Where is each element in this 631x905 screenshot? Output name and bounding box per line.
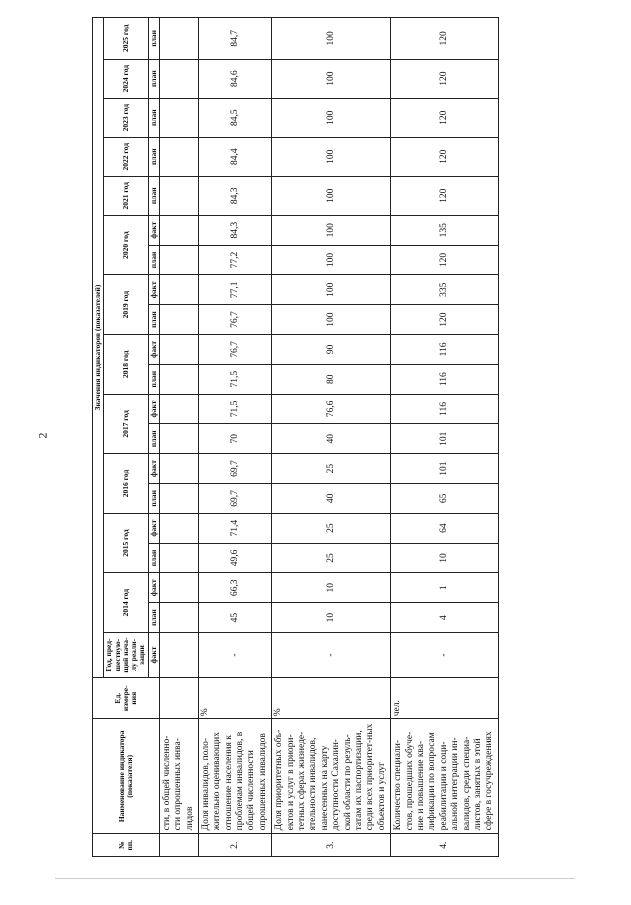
- year-2015: 2015 год: [104, 513, 148, 573]
- value-cell: 69,7: [198, 454, 271, 484]
- value-cell: [159, 305, 198, 335]
- value-cell: 101: [391, 424, 499, 454]
- subheader-fact: факт: [148, 394, 159, 424]
- value-cell: 100: [272, 305, 391, 335]
- year-2025: 2025 год: [104, 18, 148, 60]
- value-cell: [159, 245, 198, 275]
- value-cell: 120: [391, 176, 499, 215]
- value-cell: 84,3: [198, 215, 271, 245]
- value-cell: 77,2: [198, 245, 271, 275]
- value-cell: 76,6: [272, 394, 391, 424]
- value-cell: [159, 334, 198, 364]
- values-title: Значения индикаторов (показателей): [93, 18, 104, 678]
- value-cell: 135: [391, 215, 499, 245]
- value-cell: 66,3: [198, 573, 271, 603]
- value-cell: [159, 603, 198, 633]
- value-cell: 120: [391, 98, 499, 137]
- value-cell: 100: [272, 98, 391, 137]
- unit-cell: чел.: [391, 678, 499, 719]
- value-cell: 25: [272, 454, 391, 484]
- value-cell: [159, 454, 198, 484]
- value-cell: 84,6: [198, 59, 271, 98]
- table-body: [159, 18, 498, 857]
- value-cell: 120: [391, 137, 499, 176]
- col-no-header: № пп.: [93, 834, 160, 857]
- value-cell: 120: [391, 59, 499, 98]
- value-cell: 10: [391, 543, 499, 573]
- indicator-name: Доля инвалидов, поло-жительно оценивающих отношение населения к проблемам инвалидов, в общей численности опрошенных инвалидов: [198, 719, 271, 834]
- value-cell: 84,5: [198, 98, 271, 137]
- value-cell: [159, 98, 198, 137]
- prev-year-cell: -: [198, 632, 271, 677]
- value-cell: [159, 394, 198, 424]
- prev-year-cell: [159, 632, 198, 677]
- col-unit-header: Ед. измере-ния: [93, 678, 160, 719]
- subheader-fact: факт: [148, 275, 159, 305]
- value-cell: [159, 215, 198, 245]
- row-number: 2.: [198, 834, 271, 857]
- indicator-name: Доля приоритетных объ-ектов и услуг в приори-тетных сферах жизнеде-ятельности инвалидов, нанесенных на карту доступности Сахалин-ской области по резуль-татам их паспортизации, среди всех приоритет-ных объектов и услуг: [272, 719, 391, 834]
- value-cell: [159, 59, 198, 98]
- subheader-plan: план: [148, 245, 159, 275]
- value-cell: 101: [391, 454, 499, 484]
- indicators-table: [92, 17, 499, 857]
- table-row: [272, 18, 391, 857]
- value-cell: 116: [391, 364, 499, 394]
- indicator-name: сти, в общей численно-сти опрошенных инва-лидов: [159, 719, 198, 834]
- value-cell: 84,4: [198, 137, 271, 176]
- year-2014: 2014 год: [104, 573, 148, 633]
- value-cell: 77,1: [198, 275, 271, 305]
- rotated-table-wrapper: [92, 17, 612, 857]
- value-cell: 1: [391, 573, 499, 603]
- value-cell: 76,7: [198, 334, 271, 364]
- indicator-name: Количество специали-стов, прошедших обуче-ние и повышение ква-лификации по вопросам реабилитации и соци-альной интеграции ин-валидов, среди специа-листов, занятых в этой сфере в госучреждениях: [391, 719, 499, 834]
- year-2017: 2017 год: [104, 394, 148, 454]
- value-cell: 100: [272, 215, 391, 245]
- bottom-rule: [55, 878, 575, 879]
- value-cell: 100: [272, 245, 391, 275]
- subheader-plan: план: [148, 364, 159, 394]
- table-row: [391, 18, 499, 857]
- value-cell: 45: [198, 603, 271, 633]
- subheader-fact: факт: [148, 215, 159, 245]
- value-cell: [159, 424, 198, 454]
- value-cell: 40: [272, 424, 391, 454]
- subheader-fact: факт: [148, 334, 159, 364]
- subheader-plan: план: [148, 59, 159, 98]
- value-cell: 116: [391, 334, 499, 364]
- row-number: 3.: [272, 834, 391, 857]
- unit-cell: %: [198, 678, 271, 719]
- value-cell: 71,4: [198, 513, 271, 543]
- subheader-plan: план: [148, 176, 159, 215]
- value-cell: [159, 18, 198, 60]
- value-cell: 80: [272, 364, 391, 394]
- value-cell: 90: [272, 334, 391, 364]
- value-cell: [159, 176, 198, 215]
- value-cell: 100: [272, 176, 391, 215]
- value-cell: 76,7: [198, 305, 271, 335]
- value-cell: [159, 483, 198, 513]
- year-2024: 2024 год: [104, 59, 148, 98]
- subheader-plan: план: [148, 483, 159, 513]
- value-cell: 100: [272, 18, 391, 60]
- value-cell: 70: [198, 424, 271, 454]
- year-2018: 2018 год: [104, 334, 148, 394]
- value-cell: 84,3: [198, 176, 271, 215]
- subheader-plan: план: [148, 543, 159, 573]
- value-cell: [159, 275, 198, 305]
- value-cell: 120: [391, 18, 499, 60]
- year-2022: 2022 год: [104, 137, 148, 176]
- value-cell: 40: [272, 483, 391, 513]
- value-cell: 69,7: [198, 483, 271, 513]
- prev-year-header: Год, пред-шествую-щий начa-лу реали-зации: [104, 632, 148, 677]
- value-cell: 10: [272, 603, 391, 633]
- table-row: [198, 18, 271, 857]
- value-cell: [159, 543, 198, 573]
- subheader-plan: план: [148, 137, 159, 176]
- year-2021: 2021 год: [104, 176, 148, 215]
- value-cell: 65: [391, 483, 499, 513]
- subheader-plan: план: [148, 18, 159, 60]
- row-number: 4.: [391, 834, 499, 857]
- year-2016: 2016 год: [104, 454, 148, 514]
- value-cell: 64: [391, 513, 499, 543]
- unit-cell: [159, 678, 198, 719]
- value-cell: 71,5: [198, 394, 271, 424]
- value-cell: [159, 137, 198, 176]
- subheader-plan: план: [148, 424, 159, 454]
- year-2020: 2020 год: [104, 215, 148, 275]
- page-number: 2: [35, 432, 50, 439]
- value-cell: 100: [272, 59, 391, 98]
- value-cell: [159, 364, 198, 394]
- value-cell: 25: [272, 513, 391, 543]
- value-cell: 49,6: [198, 543, 271, 573]
- table-row: [159, 18, 198, 857]
- subheader-fact: факт: [148, 454, 159, 484]
- subheader-fact: факт: [148, 513, 159, 543]
- subheader-plan: план: [148, 603, 159, 633]
- value-cell: 116: [391, 394, 499, 424]
- unit-cell: %: [272, 678, 391, 719]
- value-cell: 120: [391, 305, 499, 335]
- subheader-fact: факт: [148, 573, 159, 603]
- value-cell: [159, 573, 198, 603]
- value-cell: 100: [272, 275, 391, 305]
- value-cell: 25: [272, 543, 391, 573]
- subheader-fact: факт: [148, 632, 159, 677]
- value-cell: 120: [391, 245, 499, 275]
- value-cell: 84,7: [198, 18, 271, 60]
- year-2023: 2023 год: [104, 98, 148, 137]
- value-cell: 335: [391, 275, 499, 305]
- value-cell: 10: [272, 573, 391, 603]
- year-2019: 2019 год: [104, 275, 148, 335]
- prev-year-cell: -: [272, 632, 391, 677]
- subheader-plan: план: [148, 98, 159, 137]
- value-cell: 71,5: [198, 364, 271, 394]
- row-number: [159, 834, 198, 857]
- subheader-plan: план: [148, 305, 159, 335]
- value-cell: [159, 513, 198, 543]
- value-cell: 4: [391, 603, 499, 633]
- col-name-header: Наименование индикатора (показателя): [93, 719, 160, 834]
- value-cell: 100: [272, 137, 391, 176]
- prev-year-cell: -: [391, 632, 499, 677]
